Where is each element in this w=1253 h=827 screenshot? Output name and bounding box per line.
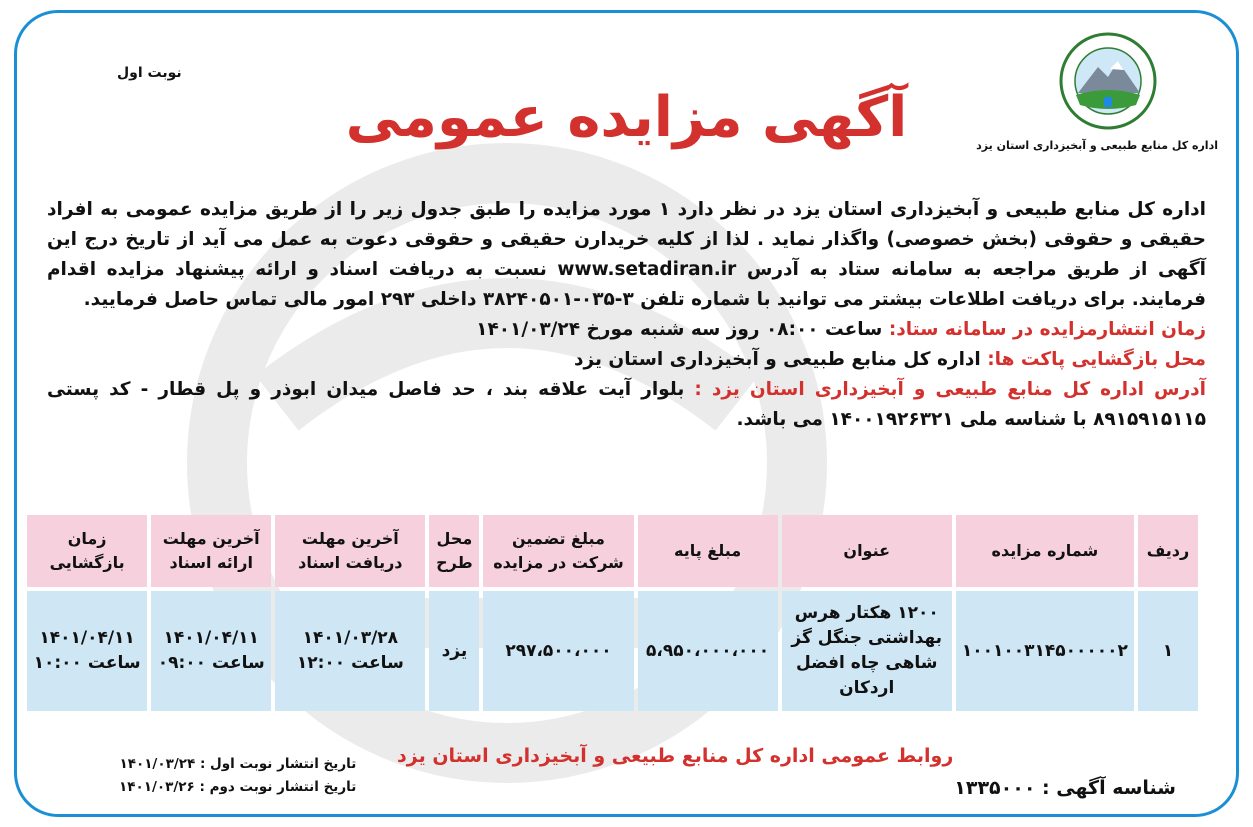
org-caption: اداره کل منابع طبیعی و آبخیزداری استان یزد xyxy=(976,139,1218,152)
cell-doc-submit-deadline: ۱۴۰۱/۰۴/۱۱ ساعت ۰۹:۰۰ xyxy=(151,591,271,711)
cell-doc-receive-deadline: ۱۴۰۱/۰۳/۲۸ ساعت ۱۲:۰۰ xyxy=(275,591,425,711)
col-header-doc-submit-deadline: آخرین مهلت ارائه اسناد xyxy=(151,515,271,587)
opening-place-line xyxy=(47,345,1206,375)
col-header-title: عنوان xyxy=(782,515,952,587)
public-relations-signature: روابط عمومی اداره کل منابع طبیعی و آبخیزداری استان یزد xyxy=(397,745,954,767)
ad-frame xyxy=(14,10,1239,817)
col-header-guarantee: مبلغ تضمین شرکت در مزایده xyxy=(483,515,633,587)
cell-row-number: ۱ xyxy=(1138,591,1198,711)
col-header-opening-time: زمان بازگشایی xyxy=(27,515,147,587)
opening-place-value: اداره کل منابع طبیعی و آبخیزداری استان یزد xyxy=(574,349,981,370)
cell-guarantee: ۲۹۷،۵۰۰،۰۰۰ xyxy=(483,591,633,711)
publish-line xyxy=(47,315,1206,345)
intro-paragraph: اداره کل منابع طبیعی و آبخیزداری استان یزد در نظر دارد ۱ مورد مزایده را طبق جدول زیر را از طریق مزایده عمومی به افراد حقیقی و حقوقی (بخش خصوصی) واگذار نماید . لذا از کلیه خریدارن حقیقی و حقوقی دعوت به عمل می آید از تاریخ درج این آگهی از طریق مراجعه به سامانه ستاد به آدرس www.setadiran.ir نسبت به دریافت اسناد و ارائه پیشنهاد مزایده اقدام فرمایند. برای دریافت اطلاعات بیشتر می توانید با شماره تلفن ۳-۰۳۵-۳۸۲۴۰۵۰۱ داخلی ۲۹۳ امور مالی تماس حاصل فرمایید. xyxy=(47,199,1206,310)
page-title: آگهی مزایده عمومی xyxy=(345,85,908,150)
first-publication-date: تاریخ انتشار نوبت اول : ۱۴۰۱/۰۳/۲۴ xyxy=(119,756,357,772)
table-row xyxy=(27,591,1198,711)
col-header-auction-number: شماره مزایده xyxy=(956,515,1134,587)
cell-base-price: ۵،۹۵۰،۰۰۰،۰۰۰ xyxy=(638,591,778,711)
announcement-body xyxy=(47,195,1206,435)
edition-label: نوبت اول xyxy=(117,65,182,81)
col-header-base-price: مبلغ پایه xyxy=(638,515,778,587)
address-line xyxy=(47,375,1206,435)
cell-title: ۱۲۰۰ هکتار هرس بهداشتی جنگل گز شاهی چاه افضل اردکان xyxy=(782,591,952,711)
col-header-row-number: ردیف xyxy=(1138,515,1198,587)
col-header-doc-receive-deadline: آخرین مهلت دریافت اسناد xyxy=(275,515,425,587)
cell-opening-time: ۱۴۰۱/۰۴/۱۱ ساعت ۱۰:۰۰ xyxy=(27,591,147,711)
auction-table xyxy=(23,511,1202,715)
opening-place-label: محل بازگشایی پاکت ها: xyxy=(987,349,1206,370)
address-label: آدرس اداره کل منابع طبیعی و آبخیزداری استان یزد : xyxy=(694,379,1206,400)
col-header-location: محل طرح xyxy=(429,515,479,587)
address-value: بلوار آیت علاقه بند ، حد فاصل میدان ابوذر و پل قطار - کد پستی ۸۹۱۵۹۱۵۱۱۵ با شناسه ملی ۱۴۰۰۱۹۲۶۳۲۱ می باشد. xyxy=(47,379,1206,430)
publish-label: زمان انتشارمزایده در سامانه ستاد: xyxy=(888,319,1206,340)
ad-identifier: شناسه آگهی : ۱۳۳۵۰۰۰ xyxy=(954,777,1176,799)
second-publication-date: تاریخ انتشار نوبت دوم : ۱۴۰۱/۰۳/۲۶ xyxy=(119,779,357,795)
cell-location: یزد xyxy=(429,591,479,711)
publish-value: ساعت ۰۸:۰۰ روز سه شنبه مورخ ۱۴۰۱/۰۳/۲۴ xyxy=(476,319,883,340)
cell-auction-number: ۱۰۰۱۰۰۳۱۴۵۰۰۰۰۰۲ xyxy=(956,591,1134,711)
table-header-row xyxy=(27,515,1198,587)
publication-dates xyxy=(119,753,356,799)
